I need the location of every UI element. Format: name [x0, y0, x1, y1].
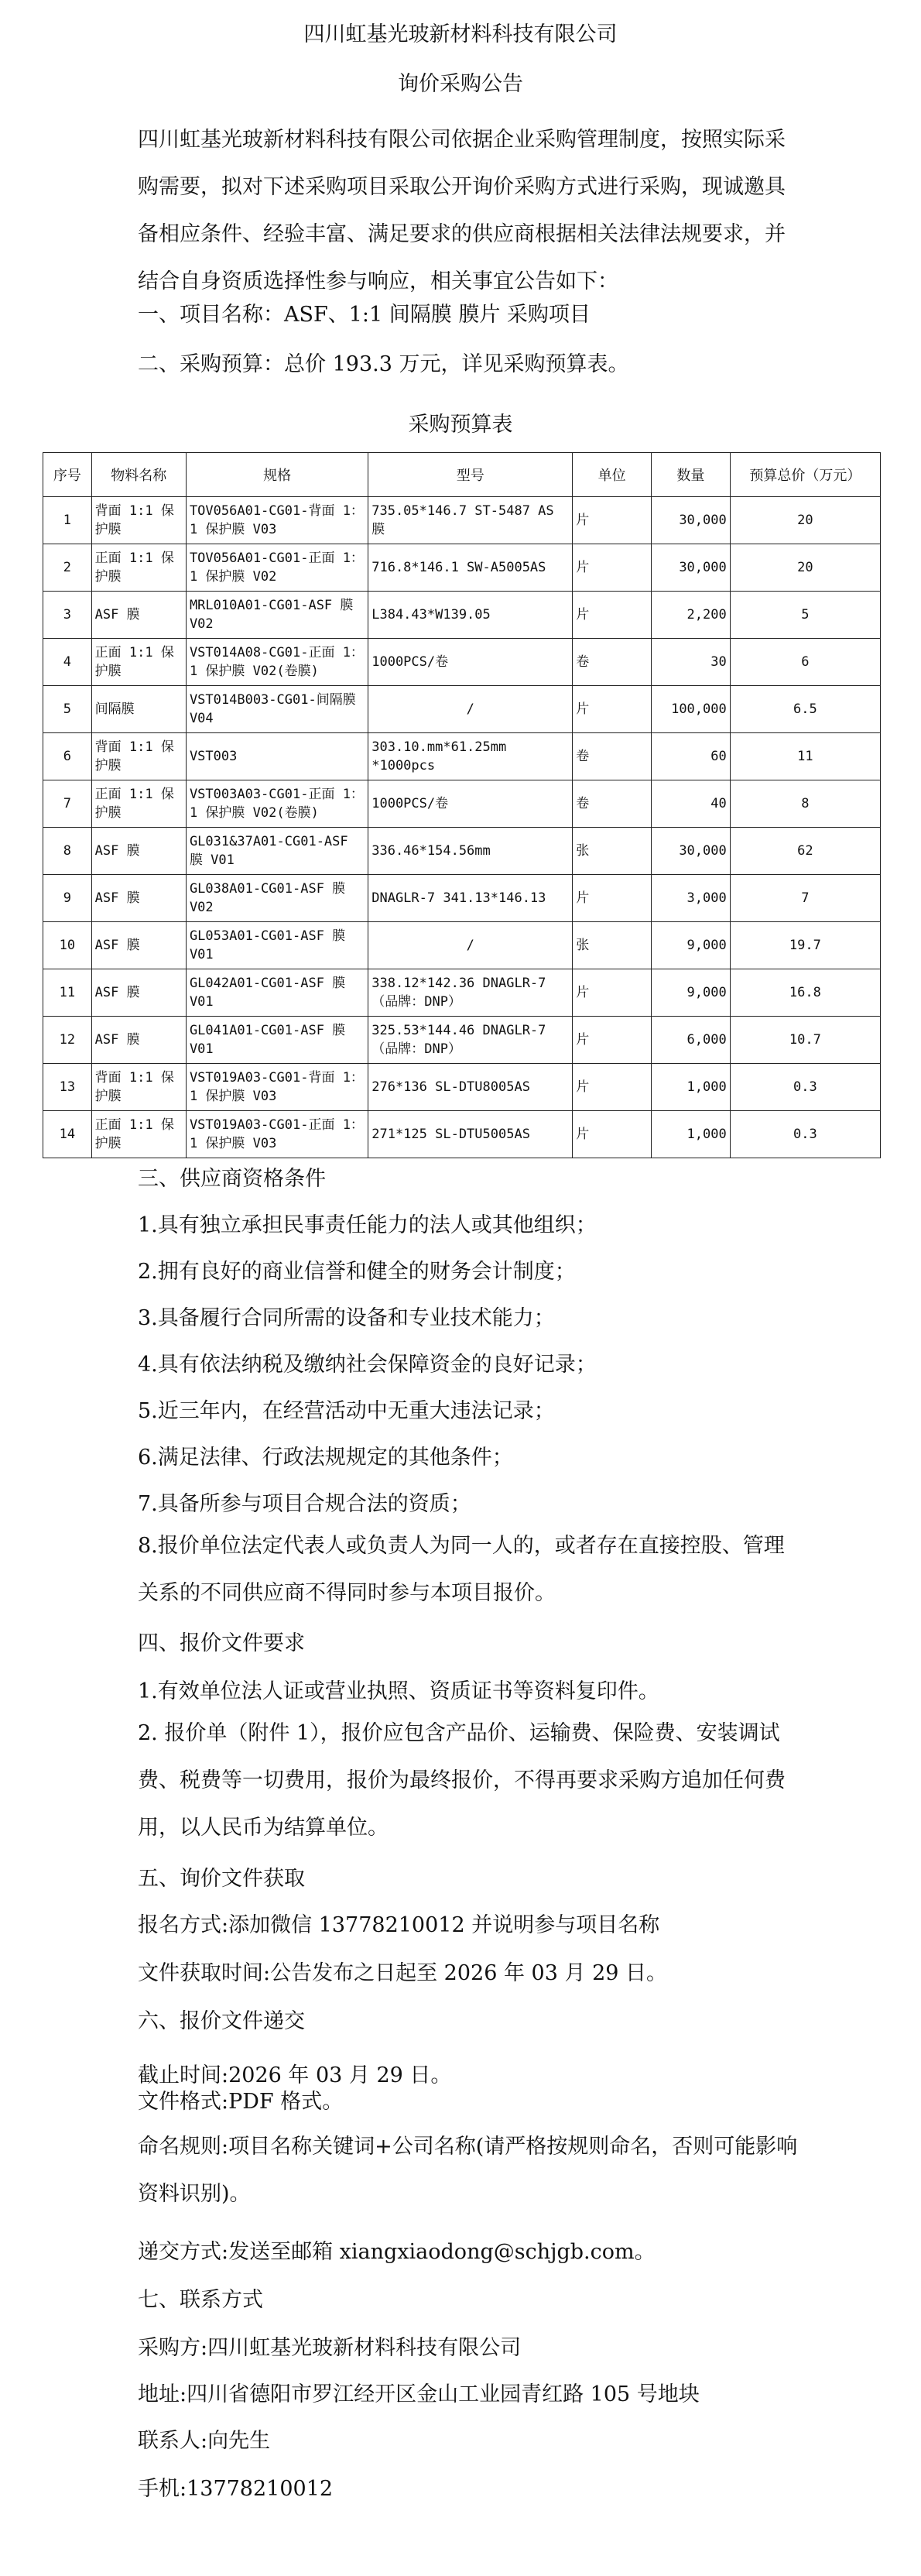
cell-no: 2	[43, 544, 92, 592]
contact-person: 联系人:向先生	[138, 2429, 271, 2453]
header-budget: 预算总价（万元）	[730, 453, 880, 497]
company-name: 四川虹基光玻新材料科技有限公司	[303, 22, 618, 46]
table-row	[43, 1017, 881, 1064]
cell-no: 10	[43, 922, 92, 969]
cell-spec: VST003	[186, 733, 368, 780]
cell-model: 271*125 SL-DTU5005AS	[368, 1111, 573, 1158]
section3-item-5: 5.近三年内，在经营活动中无重大违法记录；	[138, 1399, 555, 1423]
project-name-line: 一、项目名称：ASF、1:1 间隔膜 膜片 采购项目	[138, 303, 591, 327]
cell-spec: GL053A01-CG01-ASF 膜 V01	[186, 922, 368, 969]
intro-paragraph: 四川虹基光玻新材料科技有限公司依据企业采购管理制度，按照实际采购需要，拟对下述采购项目采取公开询价采购方式进行采购，现诚邀具备相应条件、经验丰富、满足要求的供应商根据相关法律法规要求，并结合自身资质选择性参与响应，相关事宜公告如下：	[138, 128, 786, 293]
table-row	[43, 922, 881, 969]
cell-budget: 7	[730, 875, 880, 922]
cell-no: 14	[43, 1111, 92, 1158]
cell-spec: VST019A03-CG01-背面 1：1 保护膜 V03	[186, 1064, 368, 1111]
table-row	[43, 544, 881, 592]
buyer: 采购方:四川虹基光玻新材料科技有限公司	[138, 2336, 522, 2360]
cell-unit: 张	[573, 828, 652, 875]
cell-material: ASF 膜	[91, 592, 186, 639]
cell-model: 1000PCS/卷	[368, 639, 573, 686]
section6-heading: 六、报价文件递交	[138, 2009, 305, 2033]
header-spec: 规格	[186, 453, 368, 497]
cell-spec: GL038A01-CG01-ASF 膜 V02	[186, 875, 368, 922]
cell-spec: TOV056A01-CG01-背面 1：1 保护膜 V03	[186, 497, 368, 544]
cell-budget: 20	[730, 497, 880, 544]
section5-heading: 五、询价文件获取	[138, 1867, 305, 1891]
cell-unit: 片	[573, 544, 652, 592]
cell-model: /	[368, 922, 573, 969]
budget-table	[43, 452, 881, 1158]
cell-material: ASF 膜	[91, 1017, 186, 1064]
cell-budget: 10.7	[730, 1017, 880, 1064]
cell-qty: 30,000	[652, 544, 731, 592]
cell-no: 11	[43, 969, 92, 1017]
cell-material: 背面 1:1 保护膜	[91, 733, 186, 780]
cell-budget: 8	[730, 780, 880, 828]
cell-material: 正面 1:1 保护膜	[91, 780, 186, 828]
cell-model: 716.8*146.1 SW-A5005AS	[368, 544, 573, 592]
cell-budget: 5	[730, 592, 880, 639]
cell-qty: 40	[652, 780, 731, 828]
cell-qty: 9,000	[652, 922, 731, 969]
cell-budget: 62	[730, 828, 880, 875]
section3-item-2: 2.拥有良好的商业信誉和健全的财务会计制度；	[138, 1260, 576, 1284]
cell-qty: 9,000	[652, 969, 731, 1017]
cell-model: 1000PCS/卷	[368, 780, 573, 828]
cell-material: 正面 1:1 保护膜	[91, 544, 186, 592]
cell-material: 背面 1:1 保护膜	[91, 1064, 186, 1111]
cell-no: 9	[43, 875, 92, 922]
table-header-row	[43, 453, 881, 497]
cell-budget: 6.5	[730, 686, 880, 733]
section4-heading: 四、报价文件要求	[138, 1631, 305, 1655]
table-row	[43, 969, 881, 1017]
cell-model: /	[368, 686, 573, 733]
cell-qty: 6,000	[652, 1017, 731, 1064]
cell-unit: 片	[573, 1017, 652, 1064]
naming-rule: 命名规则:项目名称关键词+公司名称(请严格按规则命名，否则可能影响资料识别)。	[138, 2135, 798, 2206]
budget-table-body	[43, 497, 881, 1158]
cell-no: 5	[43, 686, 92, 733]
address: 地址:四川省德阳市罗江经开区金山工业园青红路 105 号地块	[138, 2382, 700, 2406]
section3-item-8: 8.报价单位法定代表人或负责人为同一人的，或者存在直接控股、管理关系的不同供应商不得同时参与本项目报价。	[138, 1534, 785, 1605]
cell-material: ASF 膜	[91, 922, 186, 969]
cell-spec: VST014A08-CG01-正面 1：1 保护膜 V02(卷膜)	[186, 639, 368, 686]
cell-budget: 19.7	[730, 922, 880, 969]
cell-budget: 6	[730, 639, 880, 686]
header-material: 物料名称	[91, 453, 186, 497]
cell-qty: 30,000	[652, 828, 731, 875]
table-row	[43, 733, 881, 780]
header-model: 型号	[368, 453, 573, 497]
cell-spec: GL041A01-CG01-ASF 膜 V01	[186, 1017, 368, 1064]
cell-unit: 卷	[573, 639, 652, 686]
section3-item-6: 6.满足法律、行政法规规定的其他条件；	[138, 1446, 513, 1470]
submission-text: 递交方式:发送至邮箱 xiangxiaodong@schjgb.com。	[138, 2240, 656, 2264]
cell-unit: 片	[573, 497, 652, 544]
cell-model: 336.46*154.56mm	[368, 828, 573, 875]
cell-qty: 1,000	[652, 1064, 731, 1111]
cell-spec: MRL010A01-CG01-ASF 膜 V02	[186, 592, 368, 639]
cell-model: 735.05*146.7 ST-5487 AS 膜	[368, 497, 573, 544]
cell-qty: 30	[652, 639, 731, 686]
section3-item-4: 4.具有依法纳税及缴纳社会保障资金的良好记录；	[138, 1353, 597, 1377]
cell-no: 7	[43, 780, 92, 828]
table-row	[43, 875, 881, 922]
cell-qty: 2,200	[652, 592, 731, 639]
table-row	[43, 828, 881, 875]
table-row	[43, 1111, 881, 1158]
cell-budget: 0.3	[730, 1064, 880, 1111]
table-row	[43, 497, 881, 544]
budget-table-title: 采购预算表	[408, 413, 513, 437]
cell-spec: GL042A01-CG01-ASF 膜 V01	[186, 969, 368, 1017]
cell-qty: 100,000	[652, 686, 731, 733]
section7-heading: 七、联系方式	[138, 2288, 263, 2312]
page-title: 询价采购公告	[398, 72, 523, 96]
header-no: 序号	[43, 453, 92, 497]
cell-spec: GL031&37A01-CG01-ASF 膜 V01	[186, 828, 368, 875]
section3-heading: 三、供应商资格条件	[138, 1167, 326, 1191]
cell-material: 正面 1:1 保护膜	[91, 1111, 186, 1158]
cell-no: 1	[43, 497, 92, 544]
cell-unit: 片	[573, 969, 652, 1017]
cell-budget: 20	[730, 544, 880, 592]
section3-item-3: 3.具备履行合同所需的设备和专业技术能力；	[138, 1306, 555, 1330]
section4-item-1: 1.有效单位法人证或营业执照、资质证书等资料复印件。	[138, 1679, 659, 1703]
section3-item-7: 7.具备所参与项目合规合法的资质；	[138, 1492, 471, 1516]
registration-method: 报名方式:添加微信 13778210012 并说明参与项目名称	[138, 1913, 660, 1937]
deadline: 截止时间:2026 年 03 月 29 日。	[138, 2063, 452, 2087]
table-row	[43, 1064, 881, 1111]
header-unit: 单位	[573, 453, 652, 497]
cell-unit: 张	[573, 922, 652, 969]
cell-material: ASF 膜	[91, 875, 186, 922]
table-row	[43, 592, 881, 639]
cell-spec: VST019A03-CG01-正面 1：1 保护膜 V03	[186, 1111, 368, 1158]
cell-budget: 16.8	[730, 969, 880, 1017]
cell-qty: 60	[652, 733, 731, 780]
cell-unit: 片	[573, 686, 652, 733]
submission-method	[138, 2235, 656, 2265]
cell-unit: 片	[573, 875, 652, 922]
section4-item-2: 2. 报价单（附件 1），报价应包含产品价、运输费、保险费、安装调试费、税费等一切费用，报价为最终报价，不得再要求采购方追加任何费用，以人民币为结算单位。	[138, 1721, 786, 1840]
cell-unit: 卷	[573, 733, 652, 780]
header-qty: 数量	[652, 453, 731, 497]
cell-material: ASF 膜	[91, 969, 186, 1017]
budget-line: 二、采购预算：总价 193.3 万元，详见采购预算表。	[138, 352, 629, 376]
cell-model: 325.53*144.46 DNAGLR-7（品牌：DNP）	[368, 1017, 573, 1064]
cell-unit: 片	[573, 1064, 652, 1111]
table-row	[43, 780, 881, 828]
table-row	[43, 686, 881, 733]
cell-no: 8	[43, 828, 92, 875]
cell-no: 3	[43, 592, 92, 639]
cell-no: 4	[43, 639, 92, 686]
cell-spec: VST003A03-CG01-正面 1：1 保护膜 V02(卷膜)	[186, 780, 368, 828]
phone: 手机:13778210012	[138, 2477, 334, 2501]
file-access-time: 文件获取时间:公告发布之日起至 2026 年 03 月 29 日。	[138, 1961, 668, 1985]
cell-qty: 30,000	[652, 497, 731, 544]
cell-unit: 片	[573, 592, 652, 639]
cell-qty: 3,000	[652, 875, 731, 922]
file-format: 文件格式:PDF 格式。	[138, 2090, 344, 2114]
cell-no: 6	[43, 733, 92, 780]
cell-unit: 卷	[573, 780, 652, 828]
cell-material: ASF 膜	[91, 828, 186, 875]
cell-model: DNAGLR-7 341.13*146.13	[368, 875, 573, 922]
cell-no: 13	[43, 1064, 92, 1111]
cell-unit: 片	[573, 1111, 652, 1158]
cell-model: 338.12*142.36 DNAGLR-7（品牌：DNP）	[368, 969, 573, 1017]
cell-spec: TOV056A01-CG01-正面 1：1 保护膜 V02	[186, 544, 368, 592]
cell-material: 正面 1:1 保护膜	[91, 639, 186, 686]
cell-material: 间隔膜	[91, 686, 186, 733]
cell-qty: 1,000	[652, 1111, 731, 1158]
cell-material: 背面 1:1 保护膜	[91, 497, 186, 544]
cell-budget: 0.3	[730, 1111, 880, 1158]
cell-no: 12	[43, 1017, 92, 1064]
cell-spec: VST014B003-CG01-间隔膜 V04	[186, 686, 368, 733]
table-row	[43, 639, 881, 686]
cell-model: 276*136 SL-DTU8005AS	[368, 1064, 573, 1111]
cell-model: 303.10.mm*61.25mm *1000pcs	[368, 733, 573, 780]
section3-item-1: 1.具有独立承担民事责任能力的法人或其他组织；	[138, 1213, 597, 1237]
cell-model: L384.43*W139.05	[368, 592, 573, 639]
cell-budget: 11	[730, 733, 880, 780]
